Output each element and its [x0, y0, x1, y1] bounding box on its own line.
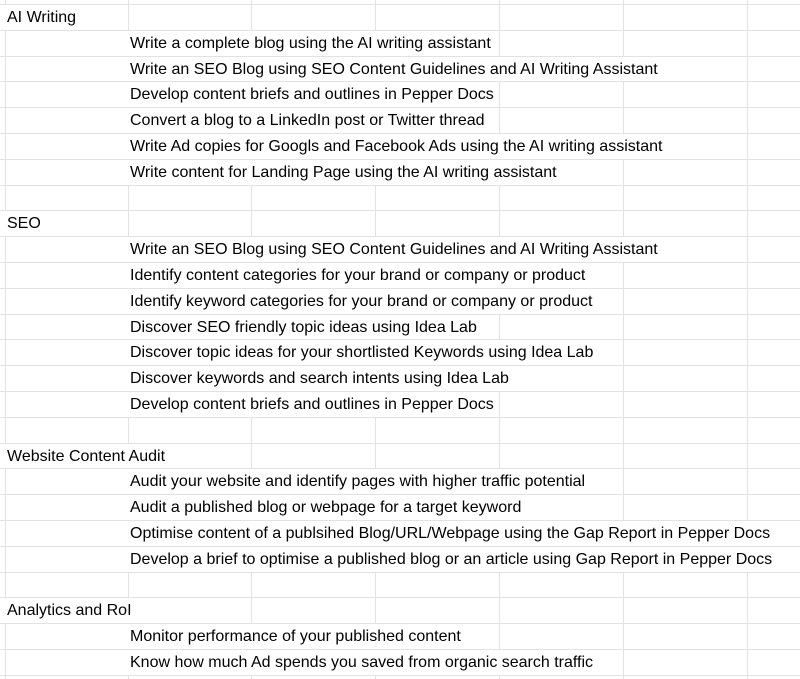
- row-gridline: [0, 4, 800, 5]
- task-cell[interactable]: Develop content briefs and outlines in Pepper Docs: [128, 81, 494, 107]
- task-cell[interactable]: Know how much Ad spends you saved from organic search traffic: [128, 649, 593, 675]
- task-cell[interactable]: Write an SEO Blog using SEO Content Guidelines and AI Writing Assistant: [128, 56, 658, 82]
- section-heading-cell[interactable]: AI Writing: [5, 4, 82, 30]
- task-cell[interactable]: Identify keyword categories for your brand or company or product: [128, 288, 592, 314]
- task-cell[interactable]: Write a complete blog using the AI writing assistant: [128, 30, 491, 56]
- task-cell[interactable]: Develop content briefs and outlines in Pepper Docs: [128, 391, 494, 417]
- task-cell[interactable]: Monitor performance of your published content: [128, 623, 461, 649]
- task-cell[interactable]: Audit a published blog or webpage for a target keyword: [128, 494, 521, 520]
- task-cell[interactable]: Convert a blog to a LinkedIn post or Twitter thread: [128, 107, 485, 133]
- section-heading-cell[interactable]: Website Content Audit: [5, 443, 171, 469]
- task-cell[interactable]: Discover topic ideas for your shortlisted Keywords using Idea Lab: [128, 339, 593, 365]
- row-gridline: [0, 210, 800, 211]
- task-cell[interactable]: Write content for Landing Page using the AI writing assistant: [128, 159, 557, 185]
- task-cell[interactable]: Write Ad copies for Googls and Facebook Ads using the AI writing assistant: [128, 133, 662, 159]
- task-cell[interactable]: Write an SEO Blog using SEO Content Guidelines and AI Writing Assistant: [128, 236, 658, 262]
- task-cell[interactable]: Discover keywords and search intents using Idea Lab: [128, 365, 509, 391]
- task-cell[interactable]: Audit your website and identify pages with higher traffic potential: [128, 468, 585, 494]
- section-heading-cell[interactable]: SEO: [5, 210, 47, 236]
- task-cell[interactable]: Identify content categories for your brand or company or product: [128, 262, 585, 288]
- task-cell[interactable]: Discover SEO friendly topic ideas using Idea Lab: [128, 314, 477, 340]
- task-cell[interactable]: Develop a brief to optimise a published blog or an article using Gap Report in Pepper Docs: [128, 546, 772, 572]
- section-heading-cell[interactable]: Analytics and RoI: [5, 597, 138, 623]
- task-cell[interactable]: Optimise content of a publsihed Blog/URL/Webpage using the Gap Report in Pepper Docs: [128, 520, 770, 546]
